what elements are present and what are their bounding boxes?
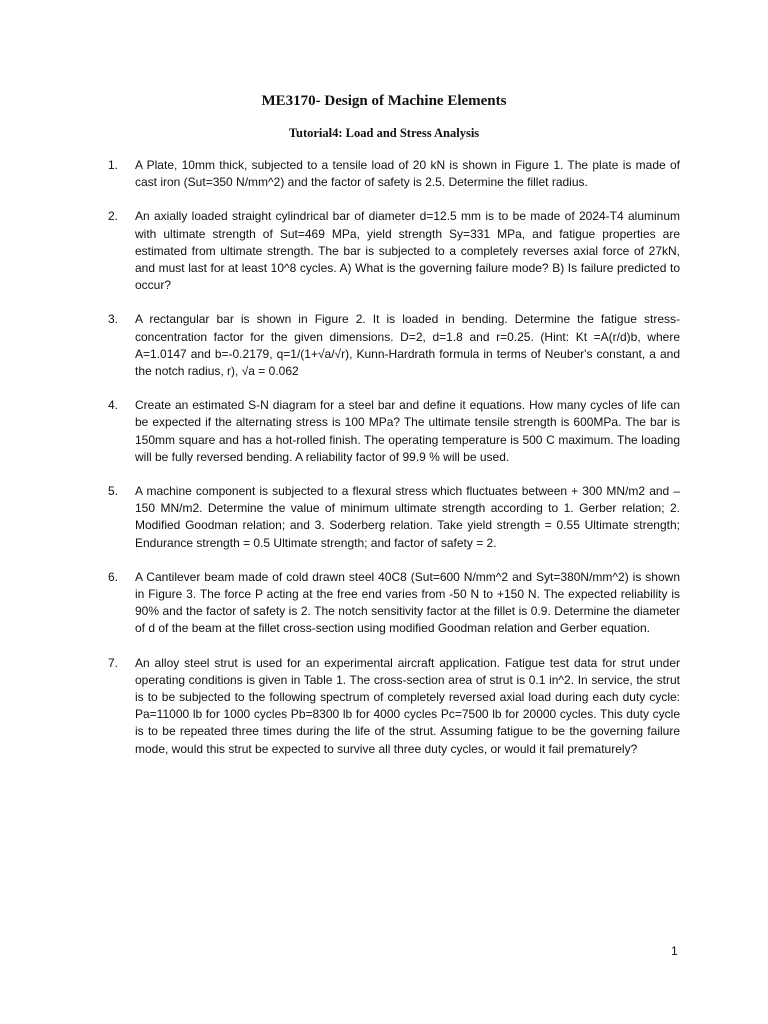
- problem-item: [108, 311, 680, 380]
- problem-number: 4.: [108, 398, 119, 413]
- problem-number: 2.: [108, 209, 119, 224]
- problem-number: 3.: [108, 312, 119, 327]
- problem-number: 5.: [108, 484, 119, 499]
- problem-item: [108, 397, 680, 466]
- problem-item: [108, 208, 680, 294]
- problem-item: [108, 569, 680, 638]
- problem-list: [108, 157, 680, 775]
- problem-text: A rectangular bar is shown in Figure 2. It is loaded in bending. Determine the fatigue stress-concentration factor for the given dimensions. D=2, d=1.8 and r=0.25. (Hint: Kt =A(r/d)b, where A=1.0147 and b=-0.2179, q=1/(1+√a/√r), Kunn-Hardrath formula in terms of Neuber's constant, a and the notch radius, r), √a = 0.062: [135, 312, 680, 379]
- problem-item: [108, 655, 680, 758]
- page-number: 1: [671, 944, 678, 958]
- document-title: ME3170- Design of Machine Elements: [261, 93, 507, 109]
- problem-text: A Plate, 10mm thick, subjected to a tensile load of 20 kN is shown in Figure 1. The plate is made of cast iron (Sut=350 N/mm^2) and the factor of safety is 2.5. Determine the fillet radius.: [135, 158, 680, 190]
- problem-number: 1.: [108, 158, 119, 172]
- problem-text: Create an estimated S-N diagram for a steel bar and define it equations. How many cycles of life can be expected if the alternating stress is 100 MPa? The ultimate tensile strength is 600MPa. The bar is 150mm square and has a hot-rolled finish. The operating temperature is 500 C maximum. The loading will be fully reversed bending. A reliability factor of 99.9 % will be used.: [135, 398, 680, 464]
- problem-text: A Cantilever beam made of cold drawn steel 40C8 (Sut=600 N/mm^2 and Syt=380N/mm^2) is shown in Figure 3. The force P acting at the free end varies from -50 N to +150 N. The expected reliability is 90% and the factor of safety is 2. The notch sensitivity factor at the fillet is 0.9. Determine the diameter of d of the beam at the fillet cross-section using modified Goodman relation and Gerber equation.: [135, 569, 680, 636]
- document-subtitle: Tutorial4: Load and Stress Analysis: [288, 126, 480, 140]
- problem-item: [108, 483, 680, 552]
- problem-text: A machine component is subjected to a flexural stress which fluctuates between + 300 MN/m2 and – 150 MN/m2. Determine the value of minimum ultimate strength according to 1. Gerber relation; 2. Modified Goodman relation; and 3. Soderberg relation. Take yield strength = 0.55 Ultimate strength; Endurance strength = 0.5 Ultimate strength; and factor of safety = 2.: [135, 484, 680, 550]
- problem-number: 7.: [108, 655, 119, 670]
- problem-number: 6.: [108, 569, 119, 584]
- problem-item: [108, 157, 680, 191]
- problem-text: An alloy steel strut is used for an experimental aircraft application. Fatigue test data for strut under operating conditions is given in Table 1. The cross-section area of strut is 0.1 in^2. In service, the strut is to be subjected to the following spectrum of completely reversed axial load during each duty cycle: Pa=11000 lb for 1000 cycles Pb=8300 lb for 4000 cycles Pc=7500 lb for 20000 cycles. This duty cycle is to be repeated three times during the life of the strut. Assuming fatigue to be the governing failure mode, would this strut be expected to survive all three duty cycles, or would it fail prematurely?: [135, 655, 680, 756]
- problem-text: An axially loaded straight cylindrical bar of diameter d=12.5 mm is to be made of 2024-T4 aluminum with ultimate strength of Sut=469 MPa, yield strength Sy=331 MPa, and fatigue properties are estimated from ultimate strength. The bar is subjected to a completely reverses axial force of 27kN, and must last for at least 10^8 cycles. A) What is the governing failure mode? B) Is failure predicted to occur?: [135, 209, 680, 293]
